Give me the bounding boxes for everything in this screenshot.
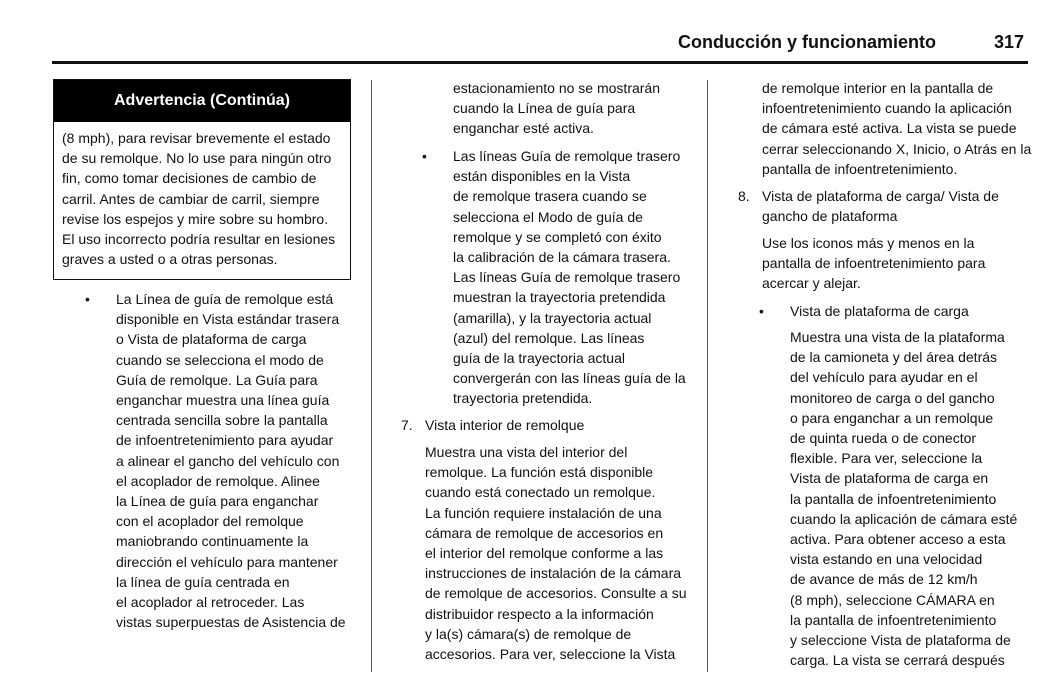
paragraph-line: centrada sencilla sobre la pantalla <box>116 412 328 429</box>
paragraph-line: de infoentretenimiento para ayudar <box>116 432 334 449</box>
paragraph-line: (azul) del remolque. Las líneas <box>453 329 645 346</box>
paragraph-line: la calibración de la cámara trasera. <box>453 249 671 266</box>
paragraph-line: pantalla de infoentretenimiento para <box>762 255 986 272</box>
item-title-line: Vista de plataforma de carga <box>790 303 969 319</box>
column-divider-left <box>371 80 372 672</box>
paragraph-line: o Vista de plataforma de carga <box>116 331 307 348</box>
paragraph-line: instrucciones de instalación de la cámara <box>425 565 682 582</box>
header-rule <box>52 61 1028 64</box>
paragraph-line: disponible en Vista estándar trasera <box>116 311 340 328</box>
paragraph-line: carga. La vista se cerrará después <box>790 652 1005 669</box>
paragraph-line: de remolque interior en la pantalla de <box>762 80 994 96</box>
bullet-marker: • <box>85 291 90 307</box>
paragraph-line: acercar y alejar. <box>762 275 861 292</box>
warning-line: fin, como tomar decisiones de cambio de <box>62 170 317 187</box>
column-divider-right <box>707 80 708 672</box>
paragraph-line: vistas superpuestas de Asistencia de <box>116 614 346 631</box>
paragraph-line: dirección el vehículo para mantener <box>116 553 338 570</box>
paragraph-line: guía de la trayectoria actual <box>453 350 625 367</box>
paragraph-line: el acoplador al retroceder. Las <box>116 594 305 611</box>
continued-paragraph <box>762 78 1031 179</box>
item-7-title <box>425 415 584 435</box>
paragraph-line: estacionamiento no se mostrarán <box>453 80 660 96</box>
paragraph-line: Use los iconos más y menos en la <box>762 235 975 251</box>
section-title: Conducción y funcionamiento <box>677 32 936 52</box>
item-title-line: Vista de plataforma de carga/ Vista de <box>762 188 999 204</box>
paragraph-line: la Línea de guía para enganchar <box>116 493 319 510</box>
paragraph-line: Guía de remolque. La Guía para <box>116 371 318 388</box>
paragraph-line: de cámara esté activa. La vista se puede <box>762 120 1017 137</box>
paragraph-line: Muestra una vista de la plataforma <box>790 329 1005 345</box>
paragraph-line: trayectoria pretendida. <box>453 390 593 407</box>
item-8-body <box>762 233 985 294</box>
paragraph-line: el acoplador de remolque. Alinee <box>116 472 320 489</box>
item-7-body <box>425 442 686 664</box>
paragraph-line: están disponibles en la Vista <box>453 168 631 185</box>
paragraph-line: maniobrando continuamente la <box>116 533 309 550</box>
paragraph-line: la pantalla de infoentretenimiento <box>790 611 997 628</box>
paragraph-line: vista estando en una velocidad <box>790 551 983 568</box>
paragraph-line: (amarilla), y la trayectoria actual <box>453 309 652 326</box>
guide-line-paragraph <box>116 289 346 632</box>
bed-view-title <box>790 301 969 321</box>
item-number-8: 8. <box>738 188 750 204</box>
paragraph-line: Las líneas Guía de remolque trasero <box>453 148 681 164</box>
paragraph-line: remolque. La función está disponible <box>425 464 654 481</box>
paragraph-line: (8 mph), seleccione CÁMARA en <box>790 591 995 608</box>
paragraph-line: enganchar esté activa. <box>453 120 594 137</box>
bed-view-body <box>790 327 1017 670</box>
paragraph-line: Muestra una vista del interior del <box>425 444 628 460</box>
continued-paragraph <box>453 78 660 139</box>
paragraph-line: muestran la trayectoria pretendida <box>453 289 666 306</box>
paragraph-line: Las líneas Guía de remolque trasero <box>453 269 681 286</box>
paragraph-line: y la(s) cámara(s) de remolque de <box>425 625 632 642</box>
paragraph-line: cerrar seleccionando X, Inicio, o Atrás en la <box>762 140 1032 157</box>
rear-trailer-guide-paragraph <box>453 146 686 409</box>
warning-line: de su remolque. No lo use para ningún otro <box>62 150 332 167</box>
paragraph-line: pantalla de infoentretenimiento. <box>762 160 958 177</box>
paragraph-line: cuando está conectado un remolque. <box>425 484 656 501</box>
warning-line: graves a usted o a otras personas. <box>62 251 278 268</box>
paragraph-line: distribuidor respecto a la información <box>425 605 654 622</box>
warning-line: El uso incorrecto podría resultar en lesiones <box>62 231 336 248</box>
paragraph-line: selecciona el Modo de guía de <box>453 208 643 225</box>
item-number-7: 7. <box>401 417 413 433</box>
paragraph-line: monitoreo de carga o del gancho <box>790 389 995 406</box>
paragraph-line: cuando la Línea de guía para <box>453 100 636 117</box>
paragraph-line: activa. Para obtener acceso a esta <box>790 531 1006 548</box>
paragraph-line: Vista de plataforma de carga en <box>790 470 989 487</box>
warning-title: Advertencia (Continúa) <box>54 80 350 122</box>
paragraph-line: accesorios. Para ver, seleccione la Vista <box>425 646 676 663</box>
paragraph-line: de quinta rueda o de conector <box>790 430 977 447</box>
paragraph-line: remolque y se completó con éxito <box>453 228 662 245</box>
warning-line: (8 mph), para revisar brevemente el estado <box>62 130 331 146</box>
item-title-line: Vista interior de remolque <box>425 417 585 433</box>
paragraph-line: y seleccione Vista de plataforma de <box>790 632 1011 649</box>
page-number: 317 <box>993 32 1024 52</box>
paragraph-line: la línea de guía centrada en <box>116 573 290 590</box>
warning-line: carril. Antes de cambiar de carril, siempre <box>62 190 320 207</box>
paragraph-line: a alinear el gancho del vehículo con <box>116 452 340 469</box>
paragraph-line: infoentretenimiento cuando la aplicación <box>762 100 1012 117</box>
paragraph-line: La Línea de guía de remolque está <box>116 291 334 307</box>
bullet-marker: • <box>422 148 427 164</box>
paragraph-line: o para enganchar a un remolque <box>790 409 994 426</box>
paragraph-line: de avance de más de 12 km/h <box>790 571 978 588</box>
warning-line: revise los espejos y mire sobre su hombro. <box>62 210 329 227</box>
paragraph-line: cámara de remolque de accesorios en <box>425 524 664 541</box>
paragraph-line: con el acoplador del remolque <box>116 513 304 530</box>
paragraph-line: cuando la aplicación de cámara esté <box>790 510 1018 527</box>
paragraph-line: La función requiere instalación de una <box>425 504 662 521</box>
paragraph-line: el interior del remolque conforme a las <box>425 545 664 562</box>
paragraph-line: convergerán con las líneas guía de la <box>453 370 686 387</box>
item-title-line: gancho de plataforma <box>762 208 898 225</box>
warning-body <box>54 122 350 269</box>
warning-box <box>53 79 351 280</box>
paragraph-line: de la camioneta y del área detrás <box>790 349 998 366</box>
paragraph-line: cuando se selecciona el modo de <box>116 351 324 368</box>
paragraph-line: de remolque trasera cuando se <box>453 188 647 205</box>
item-8-title <box>762 186 999 226</box>
paragraph-line: enganchar muestra una línea guía <box>116 392 330 409</box>
paragraph-line: del vehículo para ayudar en el <box>790 369 978 386</box>
paragraph-line: de remolque de accesorios. Consulte a su <box>425 585 687 602</box>
paragraph-line: flexible. Para ver, seleccione la <box>790 450 983 467</box>
bullet-marker: • <box>759 303 764 319</box>
paragraph-line: la pantalla de infoentretenimiento <box>790 490 997 507</box>
